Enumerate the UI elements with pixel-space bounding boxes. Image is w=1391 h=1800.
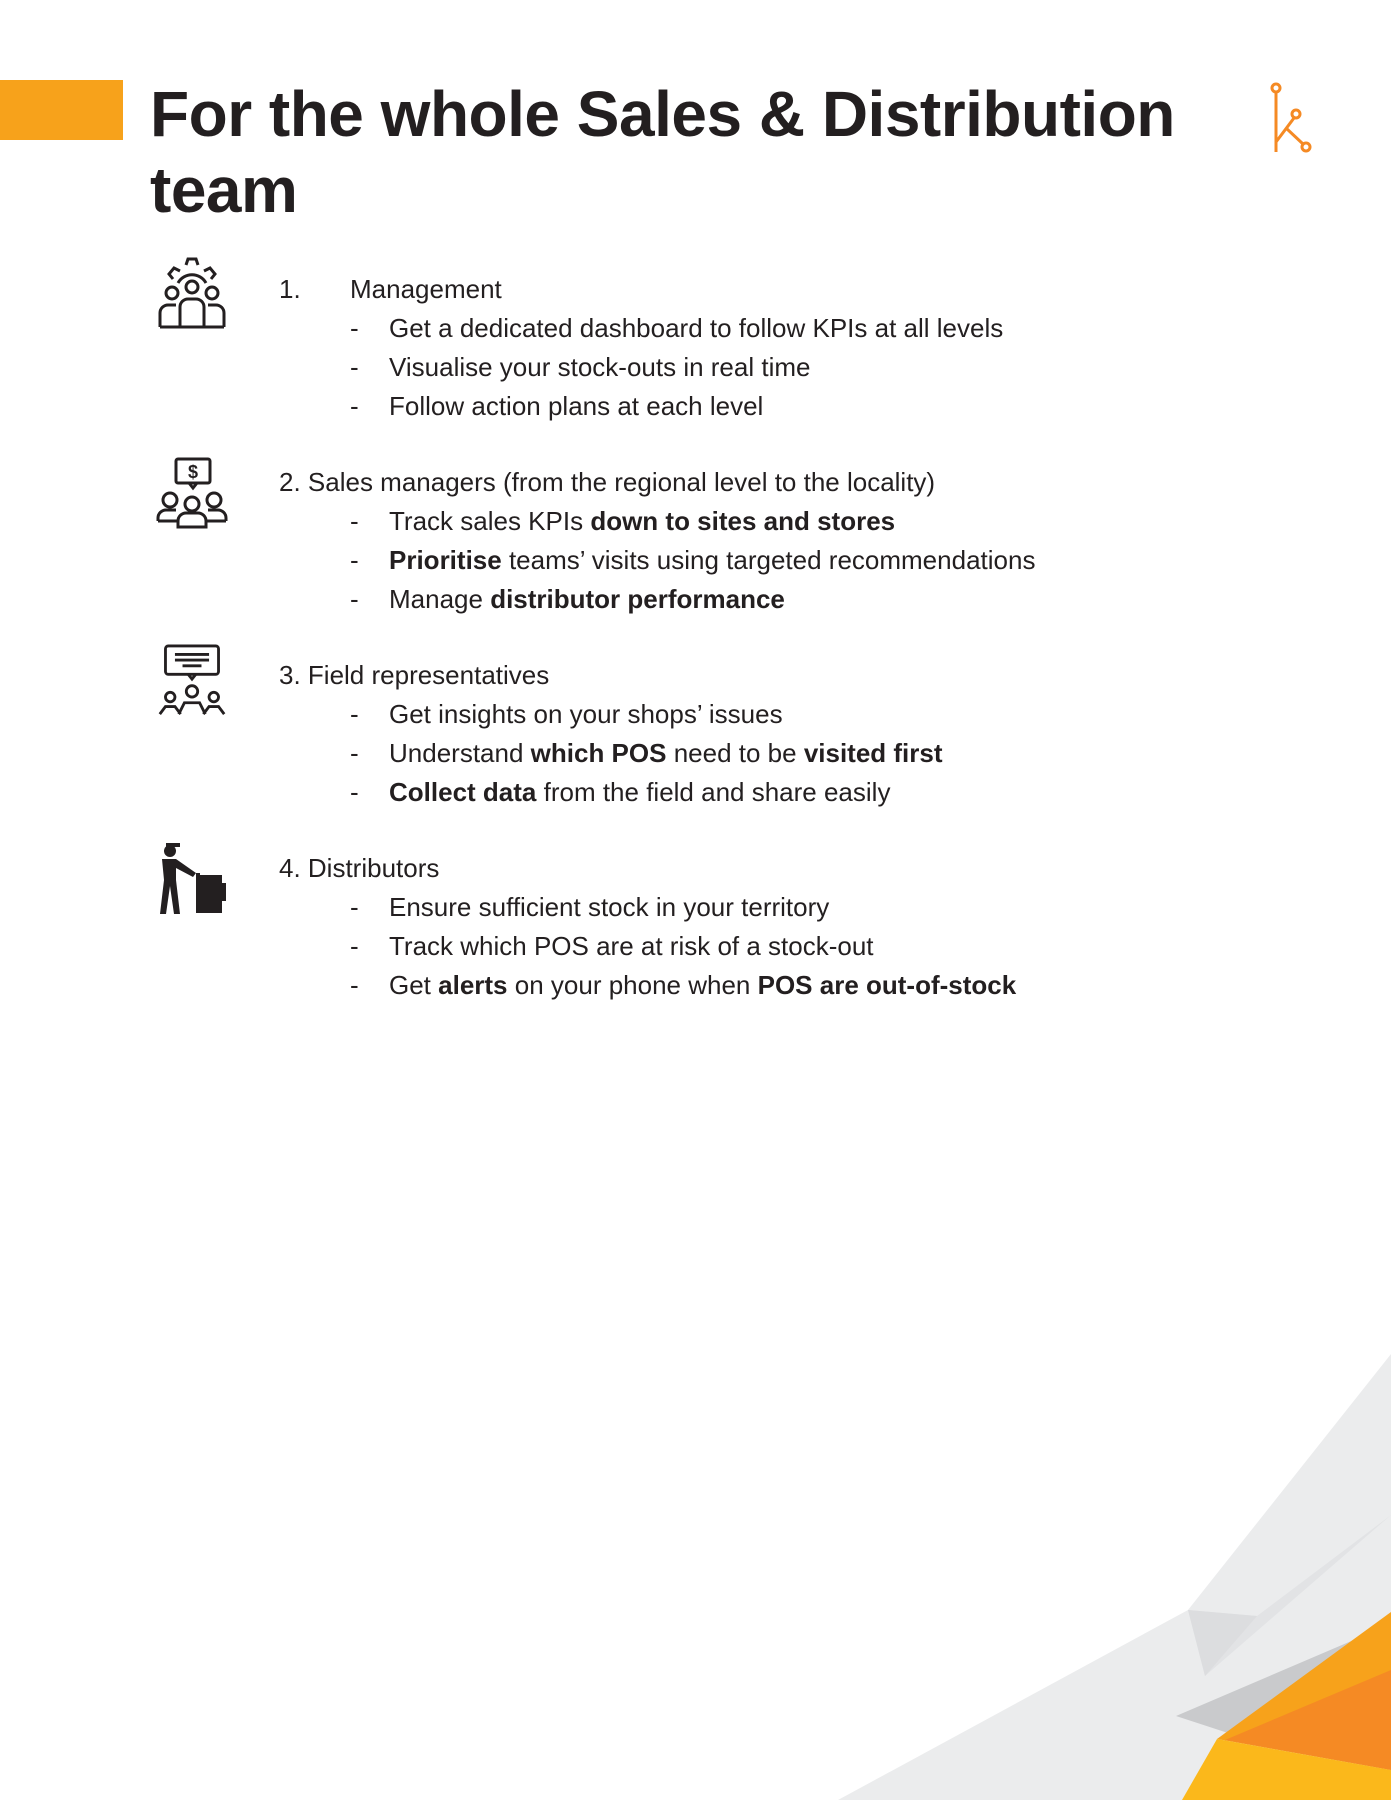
field-reps-message-icon: [156, 644, 228, 716]
bullet-text-bold: Collect data: [389, 777, 537, 807]
bullet-text-bold: alerts: [438, 970, 508, 1000]
bullet-text: Ensure sufficient stock in your territory: [389, 892, 830, 922]
bullet-item: [389, 695, 783, 734]
bullet-text-bold: distributor performance: [490, 584, 785, 614]
bullet-text: need to be: [666, 738, 804, 768]
bullet-dash: -: [350, 777, 359, 807]
bullet-item: [389, 502, 895, 541]
bullet-text: from the field and share easily: [536, 777, 891, 807]
bullet-text: Manage: [389, 584, 491, 614]
bullet-item: [389, 348, 810, 387]
bullet-text: Get: [389, 970, 439, 1000]
bullet-dash: -: [350, 970, 359, 1000]
bullet-text: teams’ visits using targeted recommendations: [501, 545, 1036, 575]
bullet-text-bold: down to sites and stores: [590, 506, 896, 536]
bullet-text: Track which POS are at risk of a stock-out: [389, 931, 874, 961]
k-logo-icon: [1268, 82, 1314, 156]
svg-text:$: $: [187, 462, 199, 482]
bullet-item: [389, 927, 874, 966]
management-gear-team-icon: [156, 257, 228, 329]
bullet-text-bold: visited first: [803, 738, 943, 768]
bullet-text-bold: POS are out-of-stock: [757, 970, 1017, 1000]
accent-bar: [0, 80, 123, 140]
bullet-item: [389, 773, 890, 812]
section-number: 1.: [279, 274, 301, 304]
distributor-trolley-icon: [156, 843, 228, 915]
bullet-dash: -: [350, 699, 359, 729]
sales-team-dollar-icon: [156, 457, 228, 529]
bullet-item: [389, 580, 785, 619]
section-heading: 2. Sales managers (from the regional level to the locality): [279, 467, 936, 497]
bullet-dash: -: [350, 545, 359, 575]
bullet-dash: -: [350, 931, 359, 961]
bullet-text-bold: Prioritise: [389, 545, 502, 575]
page-title: For the whole Sales & Distribution team: [150, 78, 1175, 226]
section-heading: 3. Field representatives: [279, 660, 550, 690]
bullet-dash: -: [350, 738, 359, 768]
bullet-text: Visualise your stock-outs in real time: [389, 352, 811, 382]
bullet-text: Get insights on your shops’ issues: [389, 699, 783, 729]
section-heading: Management: [350, 274, 502, 304]
bullet-dash: -: [350, 584, 359, 614]
bullet-item: [389, 309, 1003, 348]
bullet-dash: -: [350, 352, 359, 382]
bullet-dash: -: [350, 391, 359, 421]
bullet-dash: -: [350, 313, 359, 343]
bullet-item: [389, 734, 943, 773]
section-heading: 4. Distributors: [279, 853, 440, 883]
bullet-item: [389, 888, 829, 927]
bullet-item: [389, 966, 1016, 1005]
bullet-dash: -: [350, 892, 359, 922]
bullet-text: Understand: [389, 738, 531, 768]
bullet-text: Get a dedicated dashboard to follow KPIs at all levels: [389, 313, 1004, 343]
bullet-item: [389, 387, 763, 426]
bullet-text: Follow action plans at each level: [389, 391, 764, 421]
bullet-text-bold: which POS: [530, 738, 667, 768]
bullet-text: Track sales KPIs: [389, 506, 591, 536]
bullet-dash: -: [350, 506, 359, 536]
bullet-item: [389, 541, 1035, 580]
bullet-text: on your phone when: [507, 970, 758, 1000]
